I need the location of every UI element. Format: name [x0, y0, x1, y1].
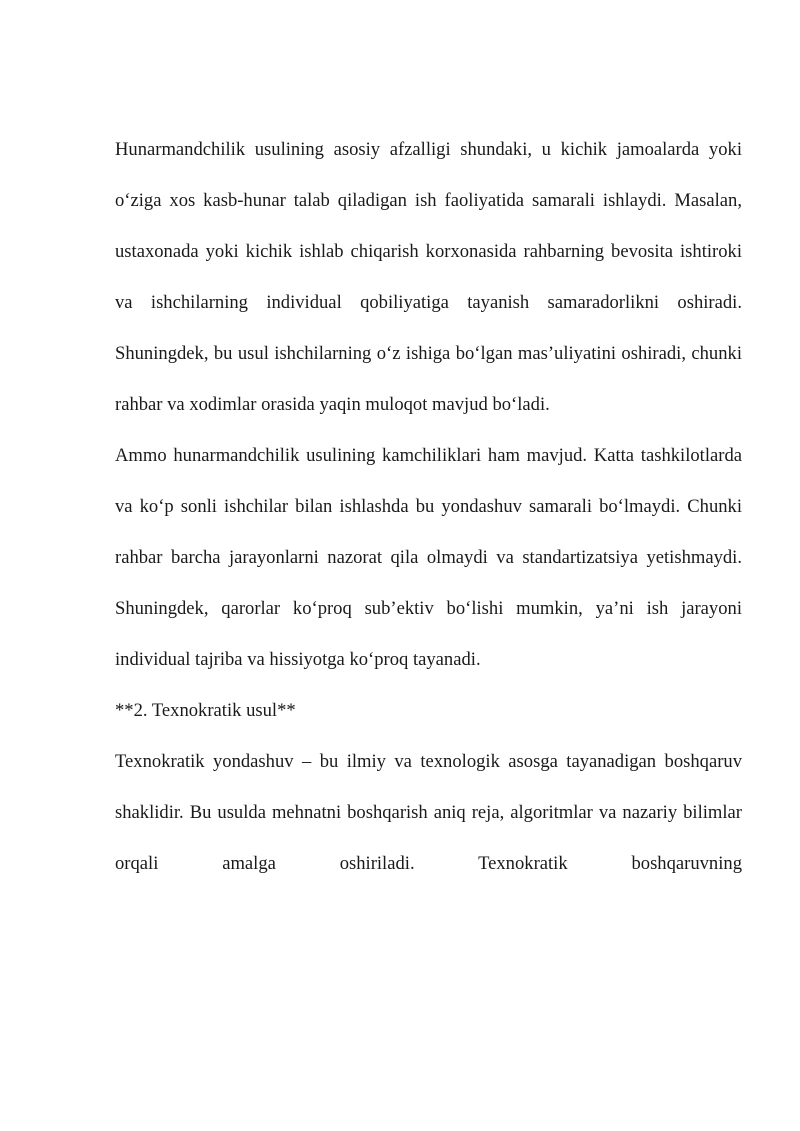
paragraph-1: Hunarmandchilik usulining asosiy afzalligi shundaki, u kichik jamoalarda yoki o‘ziga xos kasb-hunar talab qiladigan ish faoliyatida samarali ishlaydi. Masalan, ustaxonada yoki kichik ishlab chiqarish korxonasida rahbarning bevosita ishtiroki va ishchilarning individual qobiliyatiga tayanish samaradorlikni oshiradi. Shuningdek, bu usul ishchilarning o‘z ishiga bo‘lgan mas’uliyatini oshiradi, chunki rahbar va xodimlar orasida yaqin muloqot mavjud bo‘ladi. — [115, 139, 742, 415]
paragraph-3: Texnokratik yondashuv – bu ilmiy va texnologik asosga tayanadigan boshqaruv shaklidir. Bu usulda mehnatni boshqarish aniq reja, algoritmlar va nazariy bilimlar orqali amalga oshiriladi. Texnokratik boshqaruvning — [115, 751, 742, 874]
document-page — [115, 124, 742, 889]
section-heading: **2. Texnokratik usul** — [115, 700, 296, 721]
paragraph-2: Ammo hunarmandchilik usulining kamchiliklari ham mavjud. Katta tashkilotlarda va ko‘p sonli ishchilar bilan ishlashda bu yondashuv samarali bo‘lmaydi. Chunki rahbar barcha jarayonlarni nazorat qila olmaydi va standartizatsiya yetishmaydi. Shuningdek, qarorlar ko‘proq sub’ektiv bo‘lishi mumkin, ya’ni ish jarayoni individual tajriba va hissiyotga ko‘proq tayanadi. — [115, 445, 742, 670]
